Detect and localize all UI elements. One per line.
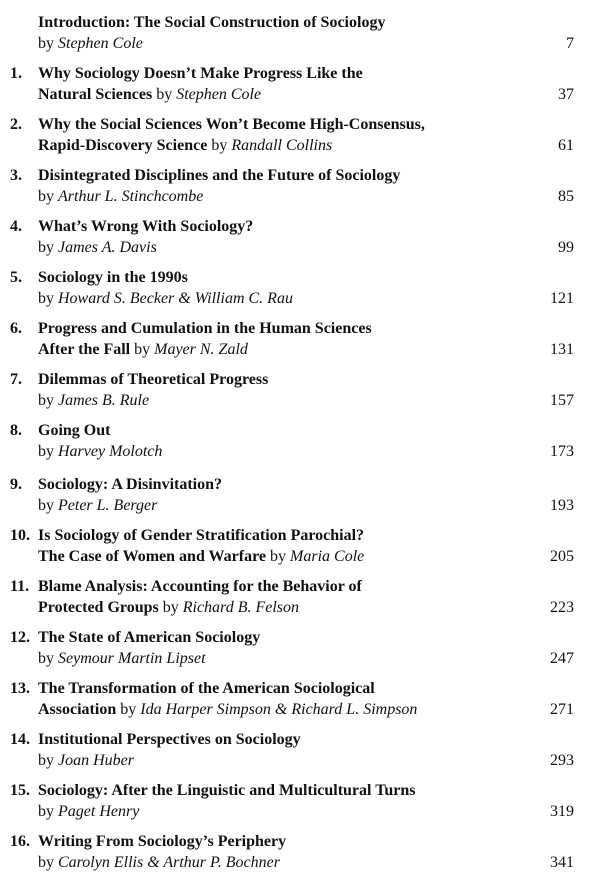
byline	[38, 699, 518, 720]
page-number: 61	[558, 137, 574, 154]
byline	[38, 495, 518, 516]
chapter-number: 9.	[10, 476, 22, 493]
by-label: by	[38, 803, 54, 820]
page-number: 85	[558, 188, 574, 205]
toc-entry[interactable]	[0, 369, 590, 413]
chapter-title: Blame Analysis: Accounting for the Behavior of	[38, 578, 362, 595]
chapter-title: Writing From Sociology’s Periphery	[38, 833, 287, 850]
chapter-number: 16.	[10, 833, 30, 850]
byline	[38, 288, 518, 309]
chapter-number: 2.	[10, 116, 22, 133]
chapter-title: Going Out	[38, 422, 111, 439]
chapter-number: 12.	[10, 629, 30, 646]
chapter-title: Why Sociology Doesn’t Make Progress Like the	[38, 65, 363, 82]
chapter-title-continued: Rapid-Discovery Science	[38, 137, 208, 154]
author-name: Seymour Martin Lipset	[58, 650, 206, 667]
entry-text	[38, 627, 518, 669]
by-label: by	[38, 752, 54, 769]
byline	[38, 186, 518, 207]
toc-entry[interactable]	[0, 216, 590, 260]
page-number: 157	[550, 392, 574, 409]
by-label: by	[38, 650, 54, 667]
page-number: 193	[550, 497, 574, 514]
author-name: Mayer N. Zald	[154, 341, 248, 358]
entry-text	[38, 267, 518, 309]
page-number: 37	[558, 86, 574, 103]
entry-text	[38, 63, 518, 105]
author-name: Peter L. Berger	[58, 497, 158, 514]
author-name: James B. Rule	[58, 392, 150, 409]
byline	[38, 33, 518, 54]
author-name: Randall Collins	[231, 137, 333, 154]
by-label: by	[38, 239, 54, 256]
entry-text	[38, 780, 518, 822]
by-label: by	[38, 35, 54, 52]
entry-text	[38, 318, 518, 360]
page-number: 173	[550, 443, 574, 460]
chapter-title-continued: Natural Sciences	[38, 86, 153, 103]
entry-text	[38, 369, 518, 411]
page-number: 223	[550, 599, 574, 616]
by-label: by	[156, 86, 173, 103]
page-number: 247	[550, 650, 574, 667]
toc-entry[interactable]	[0, 474, 590, 518]
author-name: Carolyn Ellis & Arthur P. Bochner	[58, 854, 280, 871]
author-name: James A. Davis	[58, 239, 157, 256]
chapter-number: 8.	[10, 422, 22, 439]
toc-entry[interactable]	[0, 831, 590, 875]
toc-entry[interactable]	[0, 114, 590, 158]
author-name: Paget Henry	[58, 803, 140, 820]
entry-text	[38, 576, 518, 618]
author-name: Stephen Cole	[58, 35, 143, 52]
toc-entry[interactable]	[0, 63, 590, 107]
chapter-title: Sociology: A Disinvitation?	[38, 476, 223, 493]
chapter-title: Sociology in the 1990s	[38, 269, 188, 286]
chapter-number: 6.	[10, 320, 22, 337]
chapter-number: 15.	[10, 782, 30, 799]
byline	[38, 339, 518, 360]
entry-text	[38, 420, 518, 462]
toc-entry[interactable]	[0, 12, 590, 56]
chapter-title-continued: The Case of Women and Warfare	[38, 548, 267, 565]
byline	[38, 648, 518, 669]
byline	[38, 237, 518, 258]
byline	[38, 84, 518, 105]
author-name: Howard S. Becker & William C. Rau	[58, 290, 293, 307]
entry-text	[38, 678, 518, 720]
toc-entry[interactable]	[0, 678, 590, 722]
toc-entry[interactable]	[0, 525, 590, 569]
chapter-number: 14.	[10, 731, 30, 748]
byline	[38, 441, 518, 462]
author-name: Joan Huber	[58, 752, 134, 769]
page-number: 293	[550, 752, 574, 769]
entry-text	[38, 114, 518, 156]
page-number: 121	[550, 290, 574, 307]
page-number: 271	[550, 701, 574, 718]
page-number: 319	[550, 803, 574, 820]
byline	[38, 390, 518, 411]
author-name: Harvey Molotch	[58, 443, 163, 460]
toc-entry[interactable]	[0, 420, 590, 464]
chapter-number: 13.	[10, 680, 30, 697]
author-name: Maria Cole	[290, 548, 365, 565]
byline	[38, 135, 518, 156]
toc-entry[interactable]	[0, 627, 590, 671]
by-label: by	[38, 290, 54, 307]
toc-entry[interactable]	[0, 576, 590, 620]
chapter-title: Why the Social Sciences Won’t Become High-Consensus,	[38, 116, 425, 133]
byline	[38, 546, 518, 567]
page-number: 205	[550, 548, 574, 565]
entry-text	[38, 474, 518, 516]
chapter-title: The State of American Sociology	[38, 629, 261, 646]
toc-entry[interactable]	[0, 318, 590, 362]
chapter-number: 3.	[10, 167, 22, 184]
page-number: 131	[550, 341, 574, 358]
chapter-number: 1.	[10, 65, 22, 82]
toc-entry[interactable]	[0, 267, 590, 311]
by-label: by	[38, 854, 54, 871]
page-number: 341	[550, 854, 574, 871]
chapter-title: Dilemmas of Theoretical Progress	[38, 371, 269, 388]
chapter-title: What’s Wrong With Sociology?	[38, 218, 254, 235]
chapter-title-continued: Association	[38, 701, 117, 718]
chapter-title-continued: Protected Groups	[38, 599, 159, 616]
chapter-number: 10.	[10, 527, 30, 544]
page-number: 99	[558, 239, 574, 256]
toc-entry[interactable]	[0, 165, 590, 209]
by-label: by	[38, 497, 54, 514]
by-label: by	[38, 392, 54, 409]
toc-entry[interactable]	[0, 729, 590, 773]
page-number: 7	[566, 35, 574, 52]
by-label: by	[38, 188, 54, 205]
by-label: by	[38, 443, 54, 460]
chapter-title: The Transformation of the American Sociological	[38, 680, 375, 697]
byline	[38, 597, 518, 618]
author-name: Richard B. Felson	[182, 599, 300, 616]
by-label: by	[134, 341, 151, 358]
entry-text	[38, 216, 518, 258]
author-name: Ida Harper Simpson & Richard L. Simpson	[140, 701, 418, 718]
chapter-number: 7.	[10, 371, 22, 388]
byline	[38, 750, 518, 771]
chapter-title: Institutional Perspectives on Sociology	[38, 731, 301, 748]
by-label: by	[211, 137, 228, 154]
byline	[38, 852, 518, 873]
by-label: by	[120, 701, 137, 718]
entry-text	[38, 525, 518, 567]
chapter-title: Is Sociology of Gender Stratification Parochial?	[38, 527, 365, 544]
byline	[38, 801, 518, 822]
chapter-title: Introduction: The Social Construction of Sociology	[38, 14, 386, 31]
author-name: Arthur L. Stinchcombe	[58, 188, 204, 205]
author-name: Stephen Cole	[176, 86, 262, 103]
chapter-title-continued: After the Fall	[38, 341, 131, 358]
chapter-number: 5.	[10, 269, 22, 286]
chapter-title: Sociology: After the Linguistic and Multicultural Turns	[38, 782, 416, 799]
toc-entry[interactable]	[0, 780, 590, 824]
by-label: by	[162, 599, 179, 616]
chapter-number: 4.	[10, 218, 22, 235]
entry-text	[38, 729, 518, 771]
entry-text	[38, 165, 518, 207]
entry-text	[38, 12, 518, 54]
chapter-title: Disintegrated Disciplines and the Future of Sociology	[38, 167, 401, 184]
chapter-number: 11.	[10, 578, 30, 595]
chapter-title: Progress and Cumulation in the Human Sciences	[38, 320, 372, 337]
by-label: by	[270, 548, 287, 565]
